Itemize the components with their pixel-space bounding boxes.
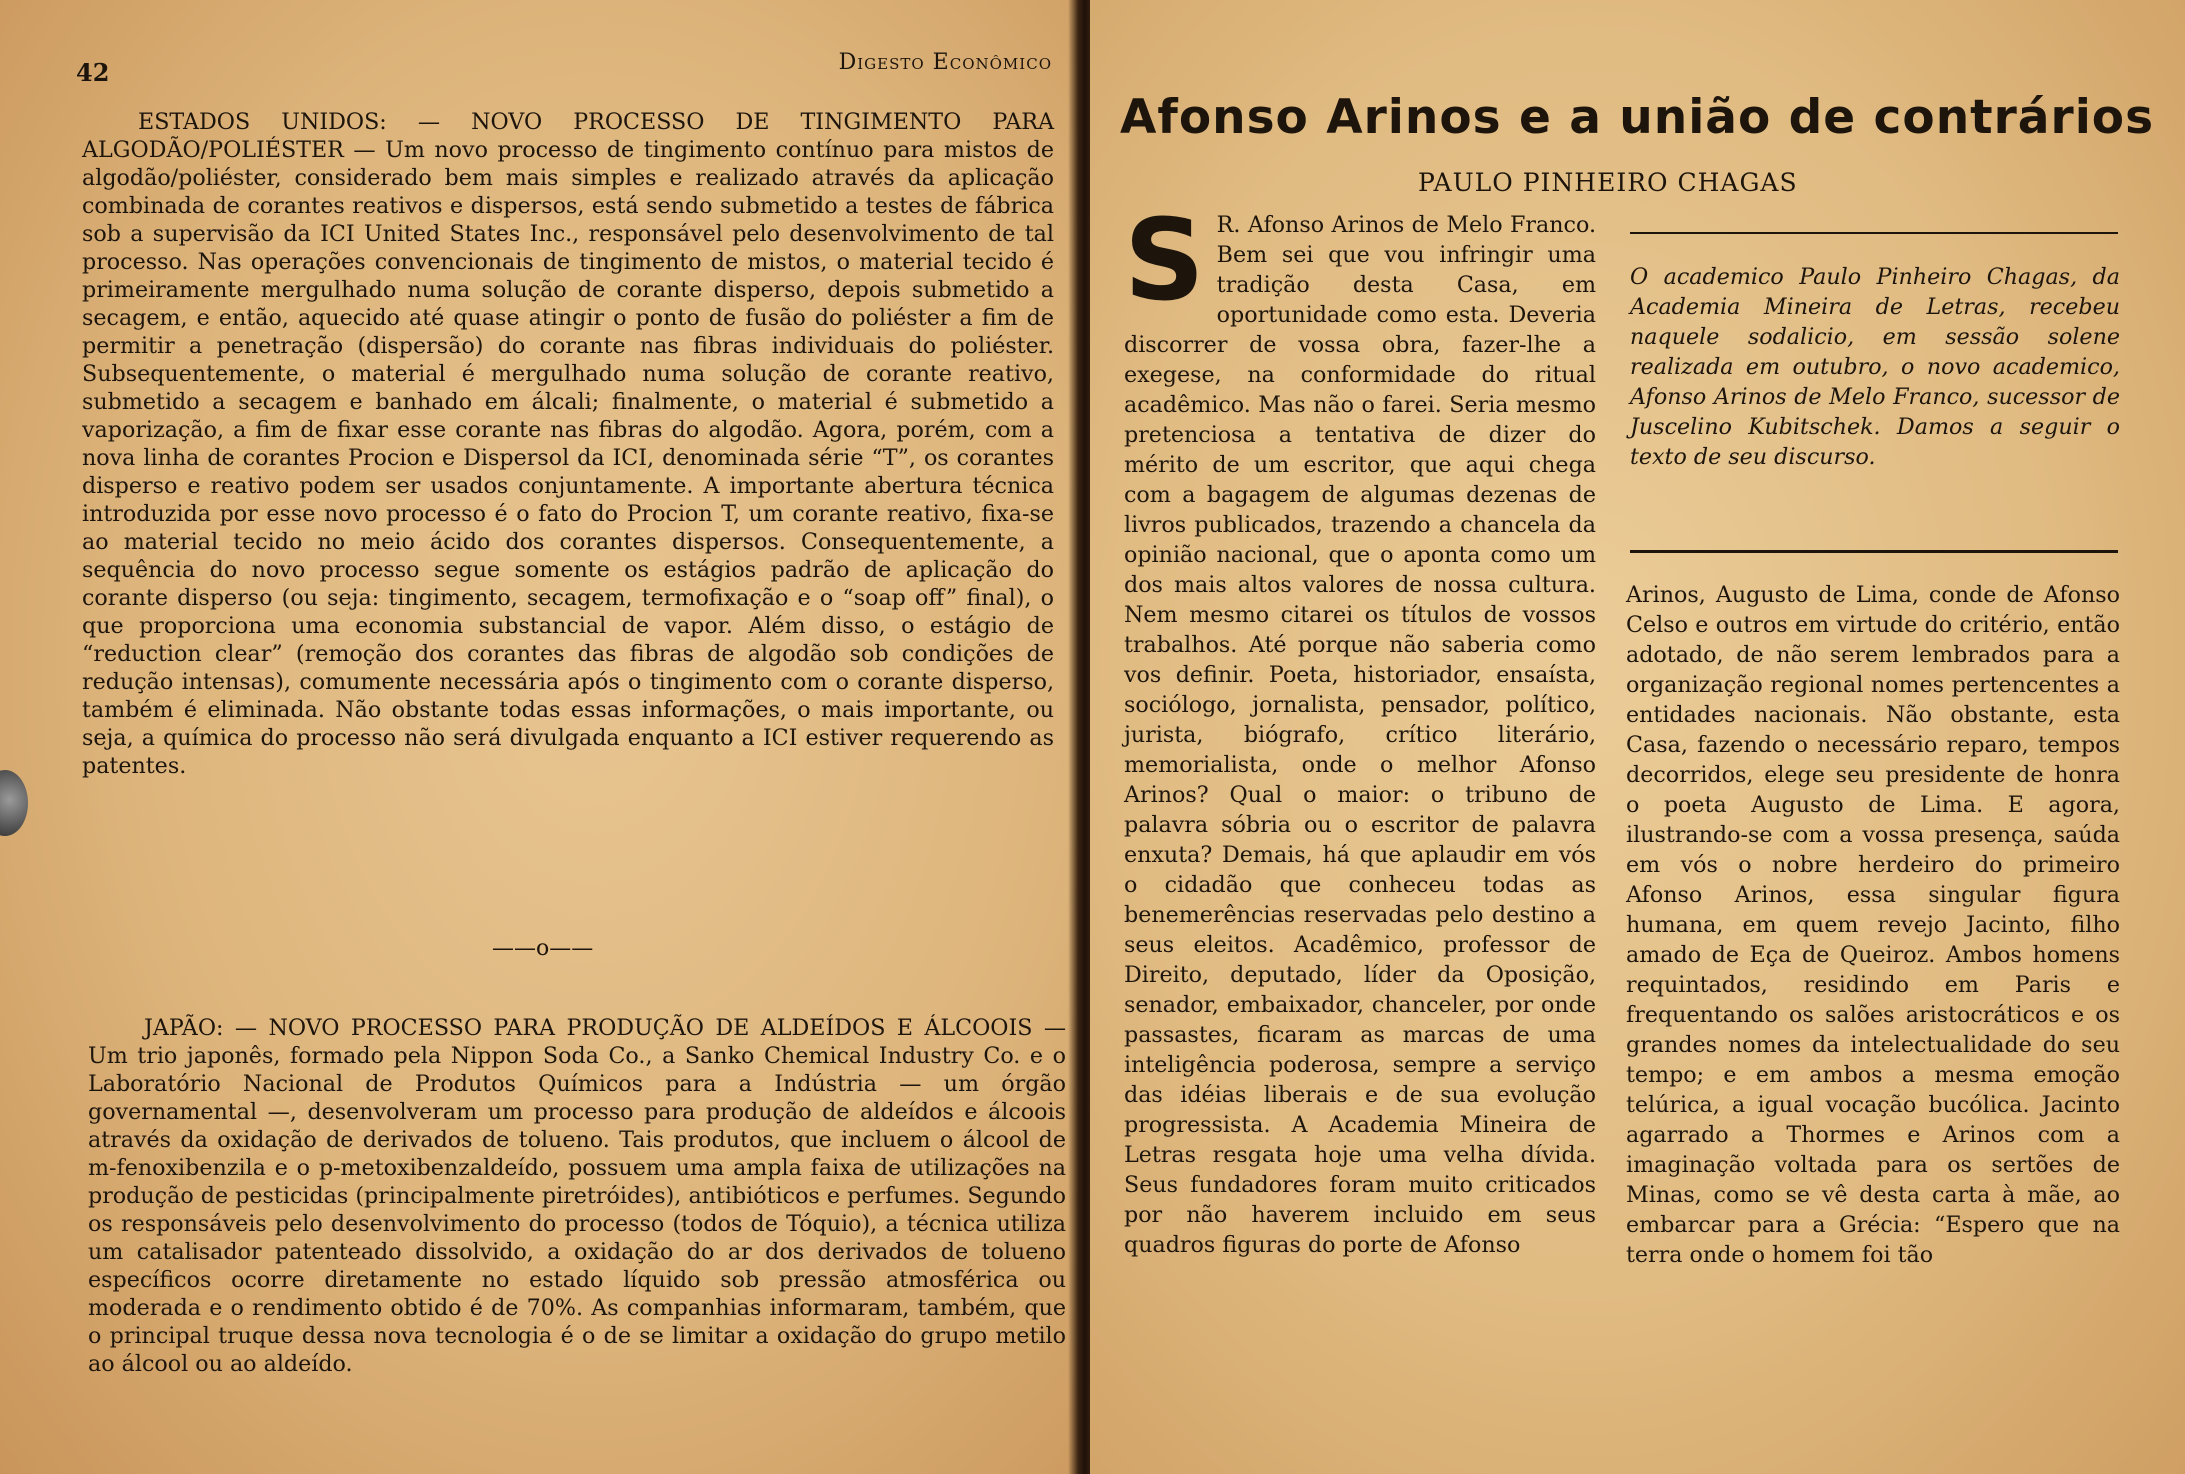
article-japan-heading: JAPÃO: — NOVO PROCESSO PARA PRODUÇÃO DE ALDEÍDOS E ÁLCOOIS (144, 1015, 1033, 1041)
running-head: Digesto Econômico (838, 50, 1052, 75)
speech-column-2 (1626, 580, 2120, 1270)
note-rule-bottom (1630, 550, 2118, 553)
article-author: PAULO PINHEIRO CHAGAS (1418, 168, 1798, 197)
article-japan (88, 1014, 1066, 1378)
article-title: Afonso Arinos e a união de contrários (1120, 90, 2155, 145)
drop-cap: S (1124, 196, 1205, 326)
speech-column-2-text: Arinos, Augusto de Lima, conde de Afonso Celso e outros em virtude do critério, então adotado, de não serem lembrados para a organização regional nomes pertencentes a entidades nacionais. Não obstante, esta Casa, fazendo o necessário reparo, tempos decorridos, elege seu presidente de honra o poeta Augusto de Lima. E agora, ilustrando-se com a vossa presença, saúda em vós o nobre herdeiro do primeiro Afonso Arinos, essa singular figura humana, em quem revejo Jacinto, filho amado de Eça de Queiroz. Ambos homens requintados, residindo em Paris e frequentando os salões aristocráticos e os grandes nomes da intelectualidade do seu tempo; e em ambos a mesma emoção telúrica, a igual vocação bucólica. Jacinto agarrado a Thormes e Arinos com a imaginação voltada para os sertões de Minas, como se vê desta carta à mãe, ao embarcar para a Grécia: “Espero que na terra onde o homem foi tão (1626, 582, 2120, 1268)
right-page (1090, 0, 2185, 1474)
article-usa-heading: ESTADOS UNIDOS: — NOVO PROCESSO DE TINGIMENTO PARA ALGODÃO/POLIÉSTER (82, 109, 1054, 163)
speech-column-1-text: R. Afonso Arinos de Melo Franco. Bem sei que vou infringir uma tradição desta Casa, em oportunidade como esta. Deveria discorrer de vossa obra, fazer-lhe a exegese, na conformidade do ritual acadêmico. Mas não o farei. Seria mesmo pretenciosa a tentativa de dizer do mérito de um escritor, que aqui chega com a bagagem de algumas dezenas de livros publicados, trazendo a chancela da opinião nacional, que o aponta como um dos mais altos valores de nossa cultura. Nem mesmo citarei os títulos de vossos trabalhos. Até porque não saberia como vos definir. Poeta, historiador, ensaísta, sociólogo, jornalista, pensador, político, jurista, biógrafo, crítico literário, memorialista, onde o melhor Afonso Arinos? Qual o maior: o tribuno de palavra sóbria ou o escritor de palavra enxuta? Demais, há que aplaudir em vós o cidadão que conheceu todas as benemerências reservadas pelo destino a seus eleitos. Acadêmico, professor de Direito, deputado, líder da Oposição, senador, embaixador, chanceler, por onde passastes, ficaram as marcas de uma inteligência poderosa, sempre a serviço das idéias liberais e de sua evolução progressista. A Academia Mineira de Letras resgata hoje uma velha dívida. Seus fundadores foram muito criticados por não haverem incluido em seus quadros figuras do porte de Afonso (1124, 212, 1596, 1258)
speech-column-1 (1124, 196, 1596, 1260)
section-divider: ——o—— (492, 936, 594, 961)
note-rule-top (1630, 232, 2118, 234)
article-japan-body: — Um trio japonês, formado pela Nippon Soda Co., a Sanko Chemical Industry Co. e o Laboratório Nacional de Produtos Químicos para a Indústria — um órgão governamental —, desenvolveram um processo para produção de aldeídos e álcoois através da oxidação de derivados de tolueno. Tais produtos, que incluem o álcool de m-fenoxibenzila e o p-metoxibenzaldeído, possuem uma ampla faixa de utilizações na produção de pesticidas (principalmente piretróides), antibióticos e perfumes. Segundo os responsáveis pelo desenvolvimento do processo (todos de Tóquio), a técnica utiliza um catalisador patenteado dissolvido, a oxidação do ar dos derivados de tolueno específicos ocorre diretamente no estado líquido sob pressão atmosférica ou moderada e o rendimento obtido é de 70%. As companhias informaram, também, que o principal truque dessa nova tecnologia é o de se limitar a oxidação do grupo metilo ao álcool ou ao aldeído. (88, 1015, 1066, 1377)
article-usa (82, 108, 1054, 780)
binding-hole (0, 770, 28, 836)
page-number: 42 (76, 58, 110, 87)
editor-note: O academico Paulo Pinheiro Chagas, da Academia Mineira de Letras, recebeu naquele sodalicio, em sessão solene realizada em outubro, o novo academico, Afonso Arinos de Melo Franco, sucessor de Juscelino Kubitschek. Damos a seguir o texto de seu discurso. (1630, 264, 2120, 470)
article-usa-body: — Um novo processo de tingimento contínuo para mistos de algodão/poliéster, considerado bem mais simples e realizado através da aplicação combinada de corantes reativos e dispersos, está sendo submetido a testes de fábrica sob a supervisão da ICI United States Inc., responsável pelo desenvolvimento de tal processo. Nas operações convencionais de tingimento de mistos, o material tecido é primeiramente mergulhado numa solução de corante disperso, depois submetido a secagem, e então, aquecido até quase atingir o ponto de fusão do poliéster a fim de permitir a penetração (dispersão) do corante nas fibras individuais do poliéster. Subsequentemente, o material é mergulhado numa solução de corante reativo, submetido a secagem e banhado em álcali; finalmente, o material é submetido a vaporização, a fim de fixar esse corante nas fibras do algodão. Agora, porém, com a nova linha de corantes Procion e Dispersol da ICI, denominada série “T”, os corantes disperso e reativo podem ser usados conjuntamente. A importante abertura técnica introduzida por esse novo processo é o fato do Procion T, um corante reativo, fixa-se ao material tecido no meio ácido dos corantes dispersos. Consequentemente, a sequência do novo processo segue somente os estágios padrão de aplicação do corante disperso (ou seja: tingimento, secagem, termofixação e o “soap off” final), o que proporciona uma economia substancial de vapor. Além disso, o estágio de “reduction clear” (remoção dos corantes das fibras de algodão sob condições de redução intensas), comumente necessária após o tingimento com o corante disperso, também é eliminada. Não obstante todas essas informações, o mais importante, ou seja, a química do processo não será divulgada enquanto a ICI estiver requerendo as patentes. (82, 137, 1054, 779)
left-page (0, 0, 1080, 1474)
